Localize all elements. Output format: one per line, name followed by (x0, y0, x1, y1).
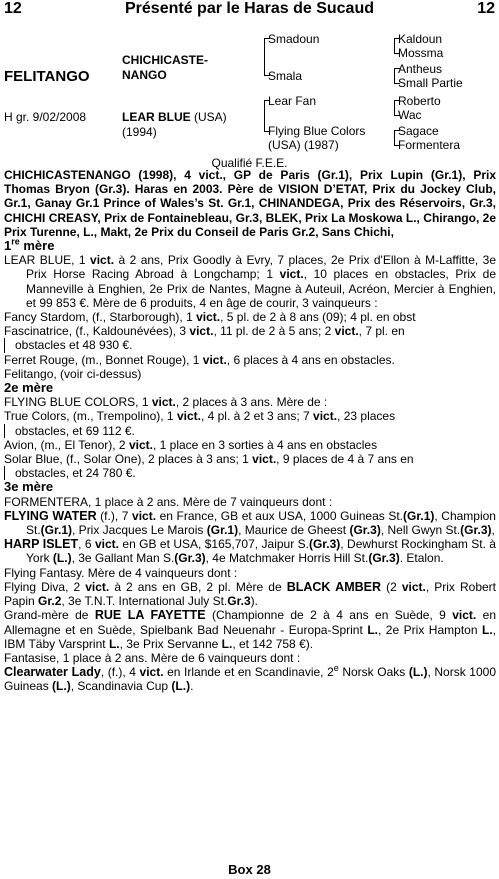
second-dam-produce-3: Solar Blue, (f., Solar One), 2 places à 3 ans; 1 vict., 9 places de 4 à 7 ans en (4, 452, 414, 467)
second-dam-produce-1: True Colors, (m., Trempolino), 1 vict., 4 pl. à 2 et 3 ans; 7 vict., 23 places (4, 409, 396, 424)
page-title: Présenté par le Haras de Sucaud (125, 0, 374, 17)
sire-sire: Smadoun (268, 32, 320, 46)
gg-dsd: Wac (398, 108, 422, 122)
second-dam-produce-3-cont: obstacles, et 24 780 €. (4, 466, 496, 480)
dam-name: LEAR BLUE (USA) (122, 110, 227, 124)
produce-2-cont: obstacles et 48 930 €. (4, 338, 496, 352)
section-second-dam: 2e mère (4, 380, 54, 396)
third-dam-produce-3: Flying Fantasy. Mère de 4 vainqueurs dont : (4, 565, 238, 580)
dam-record: LEAR BLUE, 1 vict. à 2 ans, Prix Goodly à Evry, 7 places, 2e Prix d'Ellon à M-Laffitte, 3e Prix Horse Racing Abroad à Longchamp; 1 vict., 10 places en obstacles, Prix de Manneville à Enghien, 2e Prix de Nantes, Magne à Auteuil, Acréon, Mercier à Enghien, et 99 853 €. Mère de 6 produits, 4 en âge de courir, 3 vainqueurs : (4, 253, 496, 310)
horse-name: FELITANGO (4, 68, 90, 85)
third-dam-produce-1: FLYING WATER (f.), 7 vict. en France, GB et aux USA, 1000 Guineas St.(Gr.1), Champion St.(Gr.1), Prix Jacques Le Marois (Gr.1), Maurice de Gheest (Gr.3), Nell Gwyn St.(Gr.3), (4, 508, 496, 538)
rue-la-fayette-record: Grand-mère de RUE LA FAYETTE (Championne de 2 à 4 ans en Suède, 9 vict. en Allemagne et en Suède, Spielbank Bad Neuenahr - Europa-Sprint L., 2e Prix Hampton L., IBM Täby Varsprint L., 3e Prix Servanne L., et 142 758 €). (4, 608, 496, 651)
clearwater-lady-record: Clearwater Lady, (f.), 4 vict. en Irlande et en Scandinavie, 2e Norsk Oaks (L.), Norsk 1000 Guineas (L.), Scandinavia Cup (L.). (4, 663, 496, 694)
third-dam-record: FORMENTERA, 1 place à 2 ans. Mère de 7 vainqueurs dont : (4, 494, 333, 509)
gg-dds: Sagace (398, 124, 439, 138)
fantasise-record: Fantasise, 1 place à 2 ans. Mère de 6 vainqueurs dont : (4, 650, 301, 665)
dam-sire: Lear Fan (268, 94, 317, 108)
third-dam-produce-2: HARP ISLET, 6 vict. en GB et USA, $165,707, Jaipur S.(Gr.3), Dewhurst Rockingham St. à York (L.), 3e Gallant Man S.(Gr.3), 4e Matchmaker Horris Hill St.(Gr.3). Etalon. (4, 537, 496, 566)
dam-dam: Flying Blue Colors (268, 124, 366, 138)
lot-number-right: 12 (477, 0, 495, 17)
produce-3: Ferret Rouge, (m., Bonnet Rouge), 1 vict., 6 places à 4 ans en obstacles. (4, 352, 395, 367)
gg-ssd: Mossma (398, 46, 444, 60)
horse-info: H gr. 9/02/2008 (4, 110, 87, 124)
sire-dam: Smala (268, 69, 303, 83)
page-header (4, 0, 495, 20)
dam-dam-cont: (USA) (1987) (268, 138, 339, 152)
qualification: Qualifié F.E.E. (211, 156, 288, 170)
gg-dss: Roberto (398, 94, 441, 108)
section-third-dam: 3e mère (4, 479, 54, 495)
produce-1: Fancy Stardom, (f., Starborough), 1 vict., 5 pl. de 2 à 8 ans (09); 4 pl. en obst (4, 310, 416, 325)
sire-name-cont: NANGO (122, 68, 167, 82)
produce-2: Fascinatrice, (f., Kaldounévées), 3 vict., 11 pl. de 2 à 5 ans; 2 vict., 7 pl. en (4, 324, 405, 339)
produce-4: Felitango, (voir ci-dessus) (4, 366, 142, 381)
dam-year: (1994) (122, 125, 157, 139)
catalog-text (4, 168, 496, 694)
gg-sdd: Small Partie (398, 76, 463, 90)
gg-ddd: Formentera (398, 138, 461, 152)
flying-diva-record: Flying Diva, 2 vict. à 2 ans en GB, 2 pl. Mère de BLACK AMBER (2 vict., Prix Robert Papin Gr.2, 3e T.N.T. International July St.Gr.3). (4, 579, 496, 609)
second-dam-produce-1-cont: obstacles, et 69 112 €. (4, 424, 496, 438)
gg-sss: Kaldoun (398, 32, 443, 46)
pedigree-table (0, 30, 499, 154)
lot-number: 12 (4, 0, 22, 17)
box-number: Box 28 (228, 862, 271, 877)
gg-sds: Antheus (398, 62, 443, 76)
section-first-dam: 1re mère (4, 236, 55, 254)
sire-name: CHICHICASTE- (122, 53, 208, 67)
sire-summary: CHICHICASTENANGO (1998), 4 vict., GP de Paris (Gr.1), Prix Lupin (Gr.1), Prix Thomas Bryon (Gr.3). Haras en 2003. Père de VISION D’ETAT, Prix du Jockey Club, Gr.1, Ganay Gr.1 Prince of Wales’s St. Gr.1, CHINANDEGA, Prix des Réservoirs, Gr.3, CHICHI CREASY, Prix de Fontainebleau, Gr.3, BLEK, Prix La Moskowa L., Chirango, 2e Prix Turenne, L., Makt, 2e Prix du Conseil de Paris Gr.2, Sans Chichi, (4, 168, 496, 239)
second-dam-produce-2: Avion, (m., El Tenor), 2 vict., 1 place en 3 sorties à 4 ans en obstacles (4, 437, 378, 452)
second-dam-record: FLYING BLUE COLORS, 1 vict., 2 places à 3 ans. Mère de : (4, 395, 328, 410)
